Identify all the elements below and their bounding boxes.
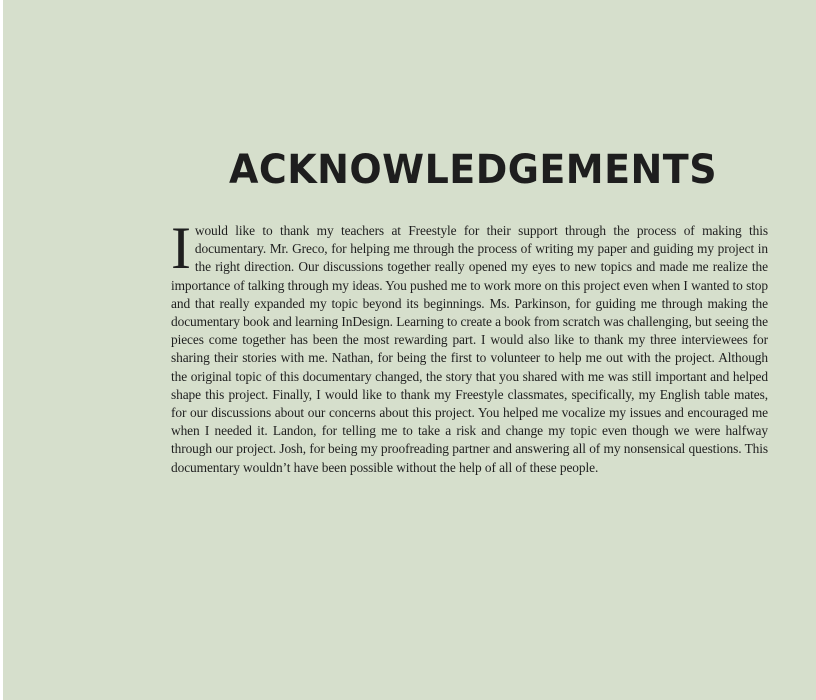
document-page [3,0,816,700]
paragraph-text: would like to thank my teachers at Freestyle for their support through the process of making this documentary. Mr. Greco, for helping me through the process of writing my paper and guiding my project in the right direction. Our discussions together really opened my eyes to new topics and made me realize the importance of talking through my ideas. You pushed me to work more on this project even when I wanted to stop and that really expanded my topic beyond its beginnings. Ms. Parkinson, for guiding me through making the documentary book and learning InDesign. Learning to create a book from scratch was challenging, but seeing the pieces come together has been the most rewarding part. I would also like to thank my three interviewees for sharing their stories with me. Nathan, for being the first to volunteer to help me out with the project. Although the original topic of this documentary changed, the story that you shared with me was still important and helped shape this project. Finally, I would like to thank my Freestyle classmates, specifically, my English table mates, for our discussions about our concerns about this project. You helped me vocalize my issues and encouraged me when I needed it. Landon, for telling me to take a risk and change my topic even though we were halfway through our project. Josh, for being my proofreading partner and answering all of my nonsensical questions. This documentary wouldn’t have been possible without the help of all of these people. [171,223,768,475]
page-heading: ACKNOWLEDGEMENTS [228,147,718,193]
acknowledgements-paragraph [171,215,768,477]
drop-cap: I [171,215,191,281]
